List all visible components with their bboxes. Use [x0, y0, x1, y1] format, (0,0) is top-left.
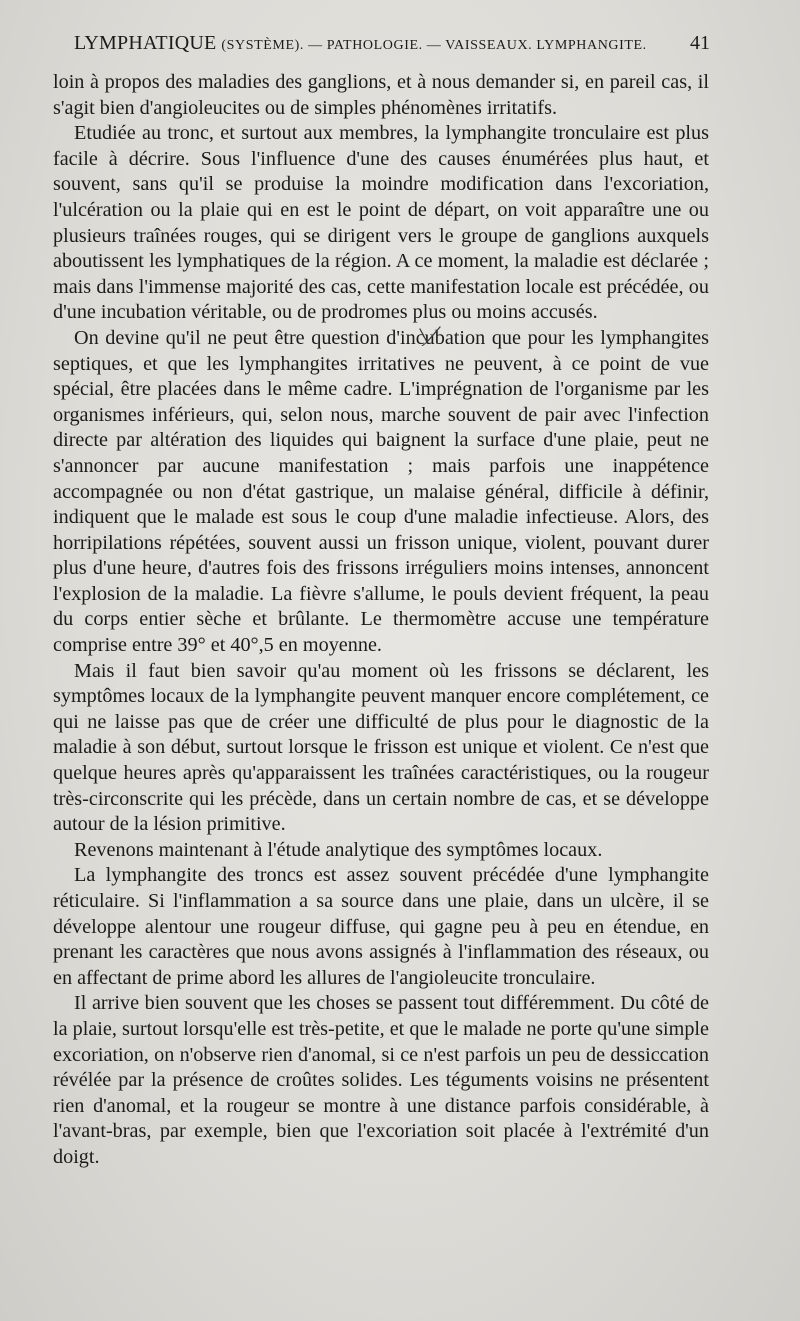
paragraph-4: Mais il faut bien savoir qu'au moment où les frissons se déclarent, les symptômes locaux de la lymphangite peuvent manquer encore complétement, ce qui ne laisse pas que de créer une difficulté de plus pour le diagnostic de la maladie à son début, surtout lorsque le frisson est unique et violent. Ce n'est que quelque heures après qu'apparaissent les traînées caractéristiques, ou la rougeur très-circonscrite qui les précède, dans un certain nombre de cas, et se développe autour de la lésion primitive. — [53, 659, 709, 836]
pencil-mark-icon — [418, 326, 442, 346]
page-number: 41 — [690, 32, 710, 54]
paragraph-5: Revenons maintenant à l'étude analytique des symptômes locaux. — [74, 838, 603, 861]
body-text — [53, 70, 709, 1171]
page-header — [74, 32, 710, 62]
paragraph-1: loin à propos des maladies des ganglions, et à nous demander si, en pareil cas, il s'agit bien d'angioleucites ou de simples phénomènes irritatifs. — [53, 71, 709, 119]
paragraph-3: On devine qu'il ne peut être question d'incubation que pour les lymphangites septiques, et que les lymphangites irritatives ne peuvent, à ce point de vue spécial, être placées dans le même cadre. L'imprégnation de l'organisme par les organismes inférieurs, qui, selon nous, marche souvent de pair avec l'infection directe par altération des liquides qui baignent la surface d'une plaie, peut ne s'annoncer par aucune manifestation ; mais parfois une inappétence accompagnée ou non d'état gastrique, un malaise général, difficile à définir, indiquent que le malade est sous le coup d'une maladie infectieuse. Alors, des horripilations répétées, souvent aussi un frisson unique, violent, pouvant durer plus d'une heure, d'autres fois des frissons irréguliers moins intenses, annoncent l'explosion de la maladie. La fièvre s'allume, le pouls devient fréquent, la peau du corps entier sèche et brûlante. Le thermomètre accuse une température comprise entre 39° et 40°,5 en moyenne. — [53, 326, 709, 657]
running-head-main: LYMPHATIQUE — [74, 32, 217, 54]
paragraph-2: Etudiée au tronc, et surtout aux membres, la lymphangite tronculaire est plus facile à décrire. Sous l'influence d'une des causes énumérées plus haut, et souvent, sans qu'il se produise la moindre modification dans l'excoriation, l'ulcération ou la plaie qui en est le point de départ, on voit apparaître une ou plusieurs traînées rouges, qui se dirigent vers le groupe de ganglions auxquels aboutissent les lymphatiques de la région. A ce moment, la maladie est déclarée ; mais dans l'immense majorité des cas, cette manifestation locale est précédée, ou d'une incubation véritable, ou de prodromes plus ou moins accusés. — [53, 122, 709, 324]
paragraph-6: La lymphangite des troncs est assez souvent précédée d'une lymphangite réticulaire. Si l'inflammation a sa source dans une plaie, dans un ulcère, il se développe alentour une rougeur diffuse, qui gagne peu à peu en étendue, en prenant les caractères que nous avons assignés à l'inflammation des réseaux, ou en affectant de prime abord les allures de l'angioleucite tronculaire. — [53, 864, 709, 989]
running-head-small: (SYSTÈME). — PATHOLOGIE. — VAISSEAUX. LYMPHANGITE. — [221, 38, 647, 53]
paragraph-7: Il arrive bien souvent que les choses se passent tout différemment. Du côté de la plaie, surtout lorsqu'elle est très-petite, et que le malade ne porte qu'une simple excoriation, on n'observe rien d'anomal, si ce n'est parfois un peu de dessiccation révélée par la présence de croûtes solides. Les téguments voisins ne présentent rien d'anomal, et la rougeur se montre à une distance parfois considérable, à l'avant-bras, par exemple, bien que l'excoriation soit placée à l'extrémité d'un doigt. — [53, 992, 709, 1168]
running-head — [74, 32, 647, 55]
